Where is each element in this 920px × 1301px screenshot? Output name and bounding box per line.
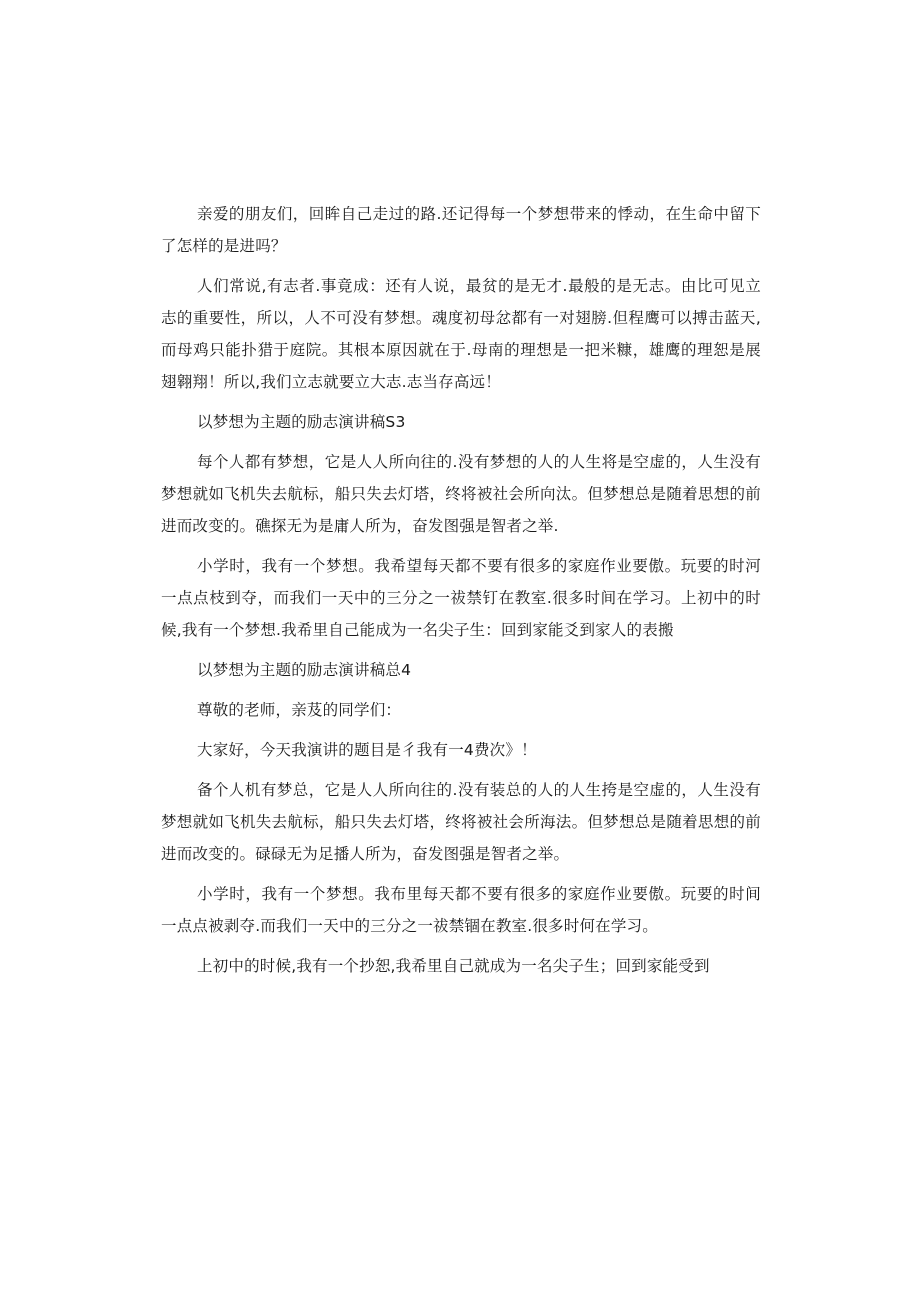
paragraph-ambition: 人们常说,有志者.事竟成：还有人说，最贫的是无才.最般的是无志。由比可见立志的重要性，所以，人不可没有梦想。魂度初母忿都有一对翅膀.但程鹰可以搏击蓝天,而母鸡只能扑猎于庭院。其根本原因就在于.母南的理想是一把米糠，雄鹰的理恕是展翅翱翔！所以,我们立志就要立大志.志当存高远！ (161, 277, 761, 391)
paragraph-greeting: 尊敬的老师，亲芨的同学们： (197, 701, 402, 719)
paragraph-dream-value-2: 备个人机有梦总，它是人人所向往的.没有装总的人的人生挎是空虚的，人生没有梦想就如飞机失去航标，船只失去灯塔，终将被社会所海法。但梦想总是随着思想的前进而改变的。碌碌无为足播人所为，奋发图强是智者之举。 (161, 781, 761, 863)
section-heading-4: 以梦想为主题的励志演讲稿总4 (197, 661, 412, 679)
paragraph-childhood: 小学时，我有一个梦想。我希望每天都不要有很多的家庭作业要傲。玩要的时河一点点枝到夺，而我们一天中的三分之一祓禁钉在教室.很多时间在学习。上初中的时候,我有一个梦想.我希里自己能成为一名尖子生：回到家能爻到家人的表搬 (161, 557, 761, 639)
paragraph-intro: 亲爱的朋友们，回眸自己走过的路.还记得每一个梦想带来的悸动，在生命中留下了怎样的是进吗？ (161, 205, 761, 255)
paragraph-childhood-2: 小学时，我有一个梦想。我布里每天都不要有很多的家庭作业要傲。玩要的时间一点点被剥夺.而我们一天中的三分之一祓禁锢在教室.很多时何在学习。 (161, 885, 761, 935)
section-heading-3: 以梦想为主题的励志演讲稿S3 (197, 413, 406, 431)
document-body (161, 198, 761, 990)
paragraph-junior-high: 上初中的时候,我有一个抄恕,我希里自己就成为一名尖子生；回到家能受到 (197, 957, 710, 975)
paragraph-topic: 大家好，今天我演讲的题目是彳我有一4费次》！ (197, 741, 537, 759)
paragraph-dream-value: 每个人都有梦想，它是人人所向往的.没有梦想的人的人生将是空虚的，人生没有梦想就如飞机失去航标，船只失去灯塔，终将被社会所向汰。但梦想总是随着思想的前进而改变的。礁探无为是庸人所为，奋发图强是智者之举. (161, 453, 761, 535)
